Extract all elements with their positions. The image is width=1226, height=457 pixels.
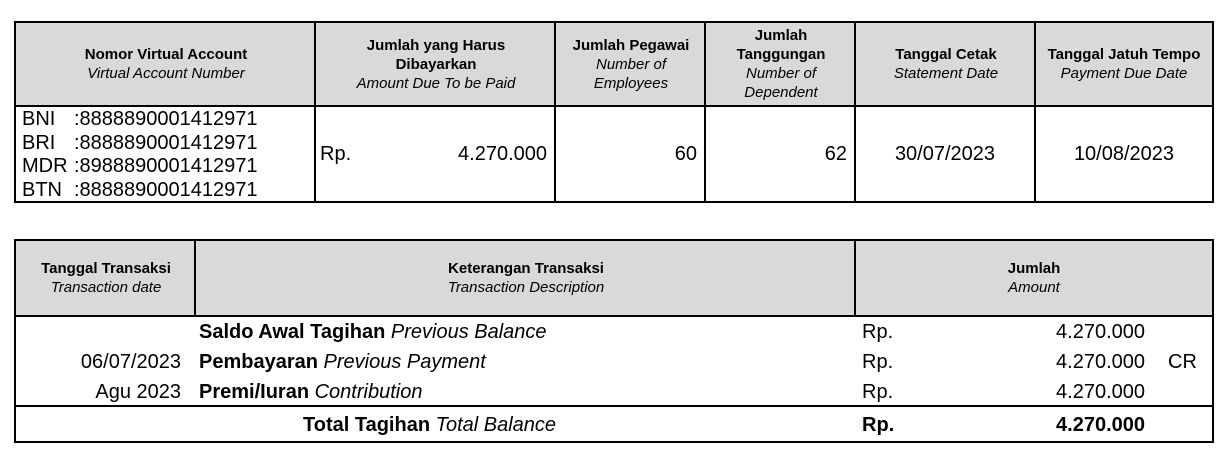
header-sublabel: Virtual Account Number	[87, 65, 245, 82]
header-sublabel: Transaction Description	[447, 279, 605, 296]
description-italic: Contribution	[314, 381, 423, 403]
divider	[1034, 107, 1036, 201]
transactions-header-row	[16, 241, 1212, 317]
header-label: Tanggal Jatuh Tempo	[1047, 46, 1201, 63]
summary-body-row	[16, 107, 1212, 201]
divider	[1034, 23, 1036, 105]
total-amount: 4.270.000	[1056, 414, 1145, 436]
divider	[704, 107, 706, 201]
header-employees	[556, 23, 706, 105]
transaction-date: 06/07/2023	[80, 351, 181, 373]
due-date-value: 10/08/2023	[1073, 142, 1175, 165]
currency-label: Rp.	[862, 321, 894, 343]
transaction-amount: 4.270.000	[1056, 321, 1145, 343]
va-bank: BNI	[22, 108, 56, 130]
table-row	[16, 317, 1212, 347]
header-amount-due	[316, 23, 556, 105]
total-row	[16, 405, 1212, 441]
header-dependents	[706, 23, 856, 105]
header-sublabel: Payment Due Date	[1060, 65, 1188, 82]
divider	[854, 23, 856, 105]
divider	[194, 241, 196, 315]
header-sublabel: Statement Date	[893, 65, 999, 82]
currency-label: Rp.	[320, 142, 352, 165]
va-number: :8888890001412971	[74, 108, 258, 130]
va-row-btn	[22, 179, 312, 203]
header-sublabel: Number of Employees	[593, 55, 669, 92]
header-statement-date	[856, 23, 1036, 105]
table-row	[16, 377, 1212, 407]
transactions-body	[16, 317, 1212, 405]
statement-date-cell	[856, 107, 1034, 201]
credit-flag: CR	[1168, 351, 1197, 373]
transactions-table	[14, 239, 1214, 443]
description-italic: Previous Payment	[323, 351, 486, 373]
due-date-cell	[1036, 107, 1212, 201]
description-italic: Previous Balance	[390, 321, 547, 343]
table-row	[16, 347, 1212, 377]
total-label-bold: Total Tagihan	[303, 414, 431, 436]
va-number: :8988890001412971	[74, 155, 258, 177]
header-transaction-description	[196, 241, 856, 315]
employees-cell	[556, 107, 704, 201]
header-label: Jumlah Tanggungan	[736, 27, 826, 63]
divider	[314, 107, 316, 201]
header-label: Jumlah Pegawai	[572, 36, 690, 54]
currency-label: Rp.	[862, 381, 894, 403]
transaction-date: Agu 2023	[95, 381, 181, 403]
divider	[554, 23, 556, 105]
divider	[704, 23, 706, 105]
currency-label: Rp.	[862, 414, 895, 436]
header-label: Jumlah	[1007, 260, 1061, 277]
summary-header-row	[16, 23, 1212, 107]
transaction-description	[199, 317, 547, 347]
header-transaction-date	[16, 241, 196, 315]
total-label-italic: Total Balance	[435, 414, 557, 436]
header-label: Tanggal Cetak	[895, 46, 997, 63]
divider	[854, 107, 856, 201]
description-bold: Saldo Awal Tagihan	[199, 321, 386, 343]
header-due-date	[1036, 23, 1212, 105]
virtual-account-list	[22, 107, 312, 201]
total-row-content	[16, 410, 1212, 440]
dependents-cell	[706, 107, 854, 201]
header-sublabel: Transaction date	[50, 279, 162, 296]
employees-value: 60	[674, 142, 697, 165]
va-bank: MDR	[22, 155, 68, 177]
header-label: Jumlah yang Harus Dibayarkan	[366, 36, 506, 73]
va-bank: BRI	[22, 131, 56, 154]
va-row-mdr	[22, 155, 312, 179]
header-sublabel: Number of Dependent	[744, 65, 818, 101]
header-label: Tanggal Transaksi	[41, 260, 171, 277]
total-label	[303, 410, 556, 440]
amount-due-cell	[316, 107, 554, 201]
transaction-description	[199, 347, 486, 377]
va-row-bri	[22, 132, 312, 156]
header-label: Keterangan Transaksi	[448, 260, 604, 277]
va-number: :8888890001412971	[74, 178, 258, 201]
va-bank: BTN	[22, 178, 62, 201]
transaction-description	[199, 377, 422, 407]
amount-due-value: 4.270.000	[458, 142, 547, 165]
transaction-amount: 4.270.000	[1056, 351, 1145, 373]
divider	[314, 23, 316, 105]
header-virtual-account	[16, 23, 316, 105]
currency-label: Rp.	[862, 351, 894, 373]
description-bold: Premi/Iuran	[199, 381, 310, 403]
divider	[554, 107, 556, 201]
va-row-bni	[22, 108, 312, 132]
description-bold: Pembayaran	[199, 351, 318, 373]
divider	[854, 241, 856, 315]
va-number: :8888890001412971	[74, 131, 258, 154]
dependents-value: 62	[824, 142, 847, 165]
summary-table	[14, 21, 1214, 203]
header-sublabel: Amount Due To be Paid	[356, 74, 516, 92]
transaction-amount: 4.270.000	[1056, 381, 1145, 403]
header-sublabel: Amount	[1008, 279, 1060, 296]
statement-date-value: 30/07/2023	[894, 142, 996, 165]
header-label: Nomor Virtual Account	[84, 46, 248, 63]
header-amount	[856, 241, 1212, 315]
